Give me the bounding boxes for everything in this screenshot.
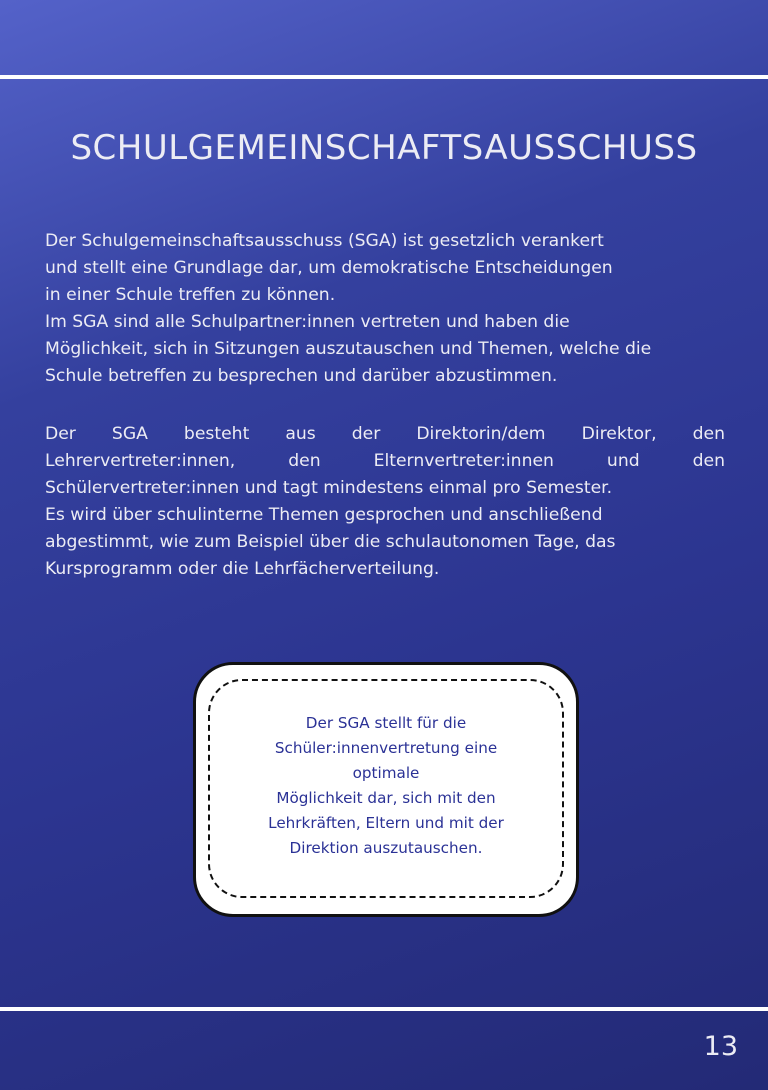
top-divider bbox=[0, 75, 768, 79]
text-line: Der SGA besteht aus der Direktorin/dem Direktor, den bbox=[45, 424, 725, 444]
text-line: Es wird über schulinterne Themen gesprochen und anschließend bbox=[45, 505, 603, 525]
text-line: in einer Schule treffen zu können. bbox=[45, 285, 336, 305]
page-number: 13 bbox=[703, 1031, 738, 1062]
text-line: Möglichkeit, sich in Sitzungen auszutauschen und Themen, welche die bbox=[45, 339, 652, 359]
callout-line: optimale bbox=[352, 764, 420, 782]
text-line: abgestimmt, wie zum Beispiel über die schulautonomen Tage, das bbox=[45, 532, 616, 552]
text-line: Im SGA sind alle Schulpartner:innen vertreten und haben die bbox=[45, 312, 570, 332]
text-line: Der Schulgemeinschaftsausschuss (SGA) ist gesetzlich verankert bbox=[45, 231, 604, 251]
page-title: SCHULGEMEINSCHAFTSAUSSCHUSS bbox=[70, 128, 698, 168]
text-line: und stellt eine Grundlage dar, um demokratische Entscheidungen bbox=[45, 258, 613, 278]
text-line: Schule betreffen zu besprechen und darüber abzustimmen. bbox=[45, 366, 558, 386]
bottom-divider bbox=[0, 1007, 768, 1011]
callout-line: Direktion auszutauschen. bbox=[289, 839, 483, 857]
text-line: Schülervertreter:innen und tagt mindestens einmal pro Semester. bbox=[45, 478, 613, 498]
callout-box bbox=[193, 662, 579, 917]
text-line: Lehrervertreter:innen, den Elternvertreter:innen und den bbox=[45, 451, 725, 471]
callout-line: Lehrkräften, Eltern und mit der bbox=[268, 814, 504, 832]
callout-line: Schüler:innenvertretung eine bbox=[274, 739, 498, 757]
intro-paragraph bbox=[45, 228, 725, 390]
callout-line: Der SGA stellt für die bbox=[305, 714, 467, 732]
text-line: Kursprogramm oder die Lehrfächerverteilung. bbox=[45, 559, 440, 579]
callout-text bbox=[216, 711, 556, 861]
callout-line: Möglichkeit dar, sich mit den bbox=[276, 789, 496, 807]
composition-paragraph bbox=[45, 421, 725, 583]
